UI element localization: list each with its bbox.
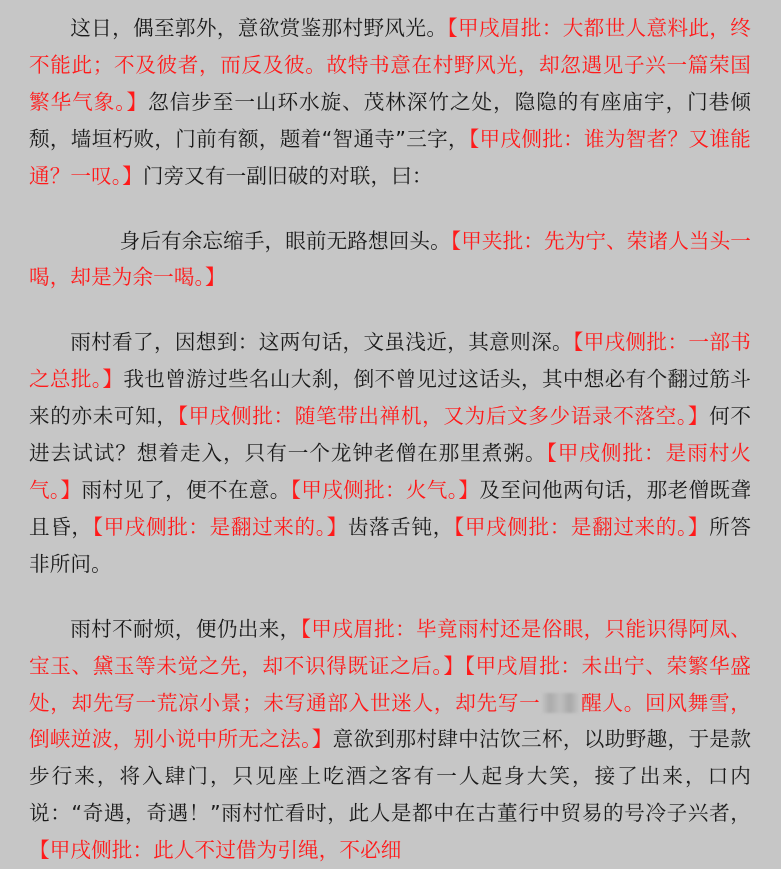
body-text: 身后有余忘缩手，眼前无路想回头。 (119, 228, 451, 253)
text-paragraph (29, 10, 751, 195)
commentary-note: 【甲戌侧批：是翻过来的。】 (453, 514, 710, 539)
commentary-note: 【甲戌侧批：是翻过来的。】 (92, 514, 348, 539)
body-text: 雨村不耐烦，便仍出来， (70, 616, 301, 641)
commentary-note: 【甲戌侧批：随笔带出禅机，又为后文多少语录不落空。】 (177, 404, 710, 429)
commentary-note: 【甲戌侧批：此人不过借为引绳，不必细 (29, 838, 402, 863)
commentary-note: 醒人。回风舞雪，倒峡逆波，别小说中所无之法。】 (29, 690, 751, 752)
commentary-note: 【甲戌眉批：大都世人意料此，终不能此；不及彼者，而反及彼。故特书意在村野风光，却忽遇见子兴一篇荣国繁华气象。】 (29, 16, 751, 114)
body-text: 所答非所问。 (29, 514, 752, 576)
blurred-characters (540, 693, 580, 713)
commentary-note: 【甲夹批：先为宁、荣诸人当头一喝，却是为余一喝。】 (29, 228, 751, 290)
body-text: 我也曾游过些名山大刹，倒不曾见过这话头，其中想必有个翻过筋斗来的亦未可知， (29, 367, 752, 429)
commentary-note: 【甲戌眉批：未出宁、荣繁华盛处，却先写一荒凉小景；未写通部入世迷人，却先写一 (29, 653, 751, 715)
body-text: 齿落舌钝， (347, 514, 454, 539)
text-paragraph (29, 611, 751, 869)
commentary-note: 【甲戌侧批：一部书之总批。】 (29, 330, 751, 392)
body-text: 雨村见了，便不在意。 (81, 477, 291, 502)
commentary-note: 【甲戌侧批：火气。】 (290, 477, 480, 502)
commentary-note: 【甲戌眉批：毕竟雨村还是俗眼，只能识得阿凤、宝玉、黛玉等未觉之先，却不识得既证之后。】 (29, 616, 751, 678)
body-text: 意欲到那村肆中沽饮三杯，以助野趣，于是款步行来，将入肆门，只见座上吃酒之客有一人起身大笑，接了出来，口内说：“奇遇，奇遇！”雨村忙看时，此人是都中在古董行中贸易的号冷子兴者， (29, 727, 752, 826)
body-text: 及至问他两句话，那老僧既聋且昏， (29, 477, 752, 539)
body-text: 这日，偶至郭外，意欲赏鉴那村野风光。 (70, 16, 448, 40)
text-paragraph (29, 324, 751, 582)
body-text: 雨村看了，因想到：这两句话，文虽浅近，其意则深。 (70, 330, 573, 355)
body-text: 忽信步至一山环水旋、茂林深竹之处，隐隐的有座庙宇，门巷倾颓，墙垣朽败，门前有额，题着“智通寺”三字， (29, 89, 751, 151)
commentary-note: 【甲戌侧批：是雨村火气。】 (29, 441, 751, 502)
commentary-note: 【甲戌侧批：谁为智者？又谁能通？一叹。】 (29, 126, 751, 188)
body-text: 何不进去试试？想着走入，只有一个龙钟老僧在那里煮粥。 (29, 404, 752, 466)
couplet-paragraph (29, 223, 751, 297)
body-text: 门旁又有一副旧破的对联，曰： (142, 163, 433, 188)
